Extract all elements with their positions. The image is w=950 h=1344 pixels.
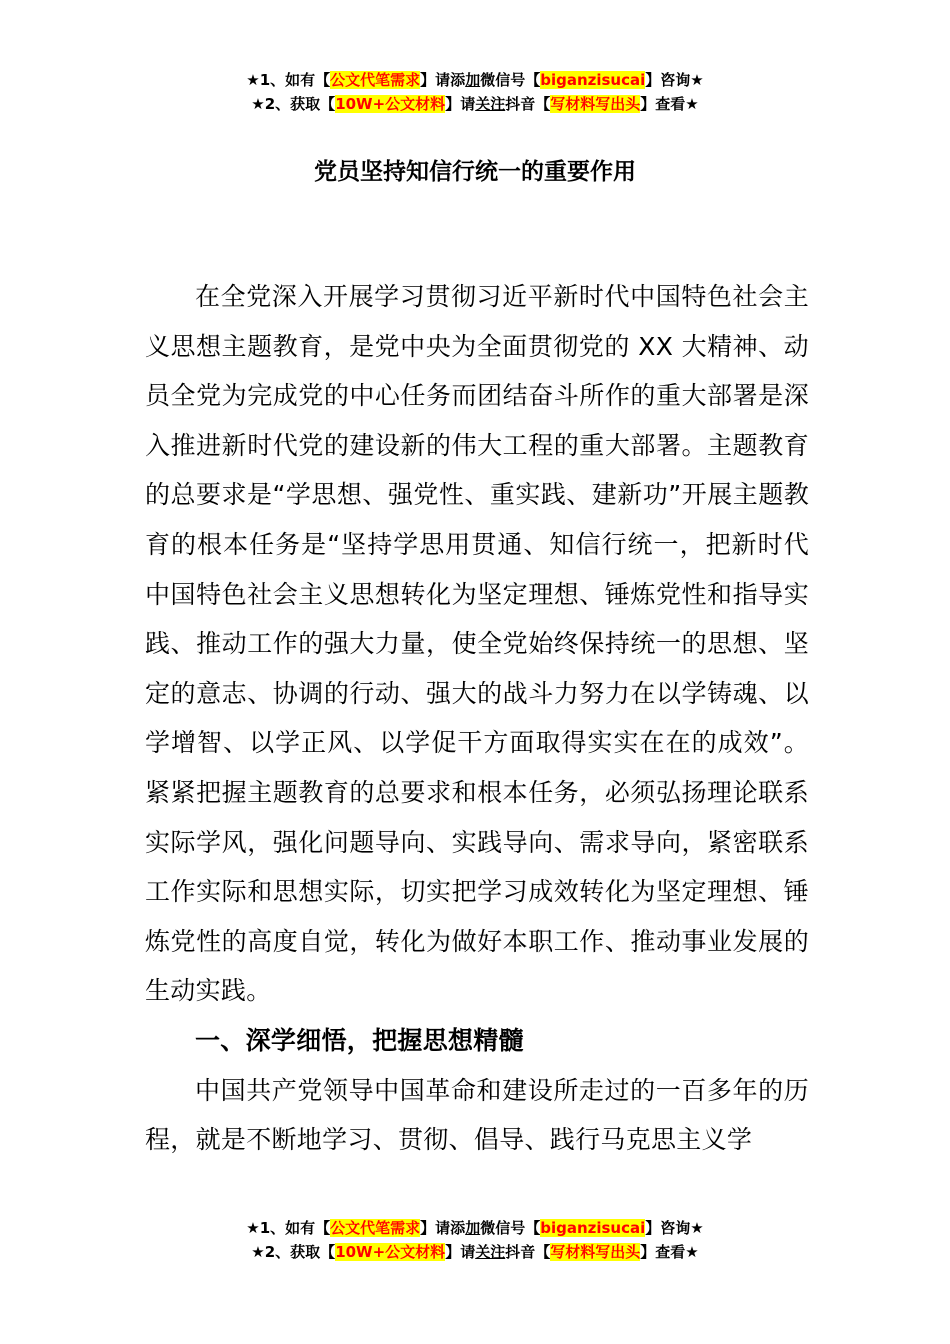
banner-highlight: 10W+公文材料 [335,95,446,113]
document-body [145,272,809,1165]
banner-highlight: 公文代笔需求 [330,1219,421,1237]
banner-highlight: 写材料写出头 [550,95,641,113]
banner-line-2: ★2、获取【10W+公文材料】请关注抖音【写材料写出头】查看★ [251,1243,699,1261]
banner-highlight: biganzisucai [540,1219,646,1237]
banner-highlight: biganzisucai [540,71,646,89]
banner-line-2: ★2、获取【10W+公文材料】请关注抖音【写材料写出头】查看★ [251,95,699,113]
body-paragraph: 中国共产党领导中国革命和建设所走过的一百多年的历程，就是不断地学习、贯彻、倡导、践行马克思主义学 [145,1075,809,1155]
banner-highlight: 公文代笔需求 [330,71,421,89]
header-banner [0,68,950,116]
banner-highlight: 10W+公文材料 [335,1243,446,1261]
footer-banner [0,1216,950,1264]
banner-highlight: 写材料写出头 [550,1243,641,1261]
section-heading: 一、深学细悟，把握思想精髓 [195,1025,524,1055]
banner-line-1: ★1、如有【公文代笔需求】请添加微信号【biganzisucai】咨询★ [246,71,704,89]
document-title: 党员坚持知信行统一的重要作用 [314,159,636,185]
body-paragraph: 在全党深入开展学习贯彻习近平新时代中国特色社会主义思想主题教育，是党中央为全面贯彻党的 XX 大精神、动员全党为完成党的中心任务而团结奋斗所作的重大部署是深入推进新时代党的建设新的伟大工程的重大部署。主题教育的总要求是“学思想、强党性、重实践、建新功”开展主题教育的根本任务是“坚持学思用贯通、知信行统一，把新时代中国特色社会主义思想转化为坚定理想、锤炼党性和指导实践、推动工作的强大力量，使全党始终保持统一的思想、坚定的意志、协调的行动、强大的战斗力努力在以学铸魂、以学增智、以学正风、以学促干方面取得实实在在的成效”。紧紧把握主题教育的总要求和根本任务，必须弘扬理论联系实际学风，强化问题导向、实践导向、需求导向，紧密联系工作实际和思想实际，切实把学习成效转化为坚定理想、锤炼党性的高度自觉，转化为做好本职工作、推动事业发展的生动实践。 [145,282,809,1006]
banner-line-1: ★1、如有【公文代笔需求】请添加微信号【biganzisucai】咨询★ [246,1219,704,1237]
